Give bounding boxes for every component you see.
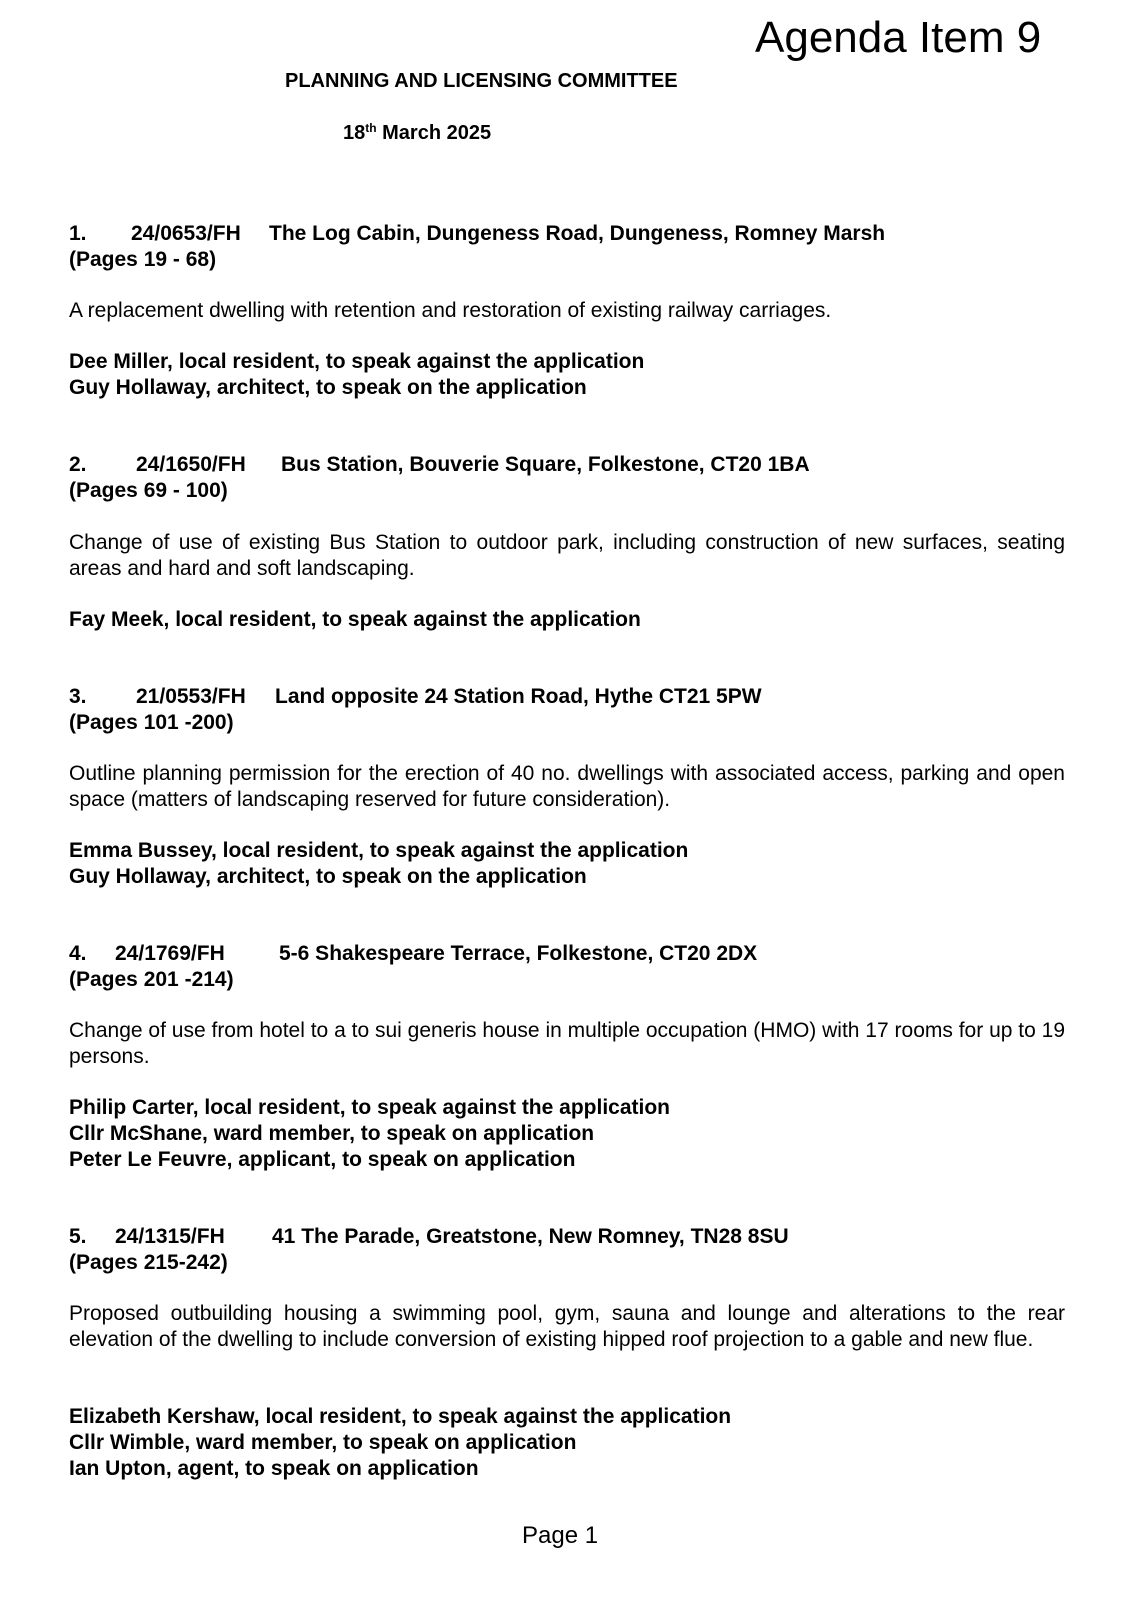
item-number: 1. [69, 222, 87, 245]
speaker: Cllr McShane, ward member, to speak on application [69, 1122, 595, 1145]
item-4-speakers [69, 1095, 670, 1173]
item-site: 41 The Parade, Greatstone, New Romney, TN28 8SU [272, 1225, 789, 1248]
item-site: Bus Station, Bouverie Square, Folkestone, CT20 1BA [281, 453, 810, 476]
speaker: Guy Hollaway, architect, to speak on the application [69, 865, 587, 888]
item-3-speakers [69, 838, 688, 890]
item-pages: (Pages 215-242) [69, 1251, 228, 1274]
item-4-description: Change of use from hotel to a to sui generis house in multiple occupation (HMO) with 17 rooms for up to 19 persons. [69, 1019, 1065, 1068]
item-1-speakers [69, 349, 644, 401]
item-5-description: Proposed outbuilding housing a swimming pool, gym, sauna and lounge and alterations to the rear elevation of the dwelling to include conversion of existing hipped roof projection to a gable and new flue. [69, 1302, 1065, 1351]
item-number: 4. [69, 942, 87, 965]
speaker: Cllr Wimble, ward member, to speak on application [69, 1431, 577, 1454]
speaker: Elizabeth Kershaw, local resident, to speak against the application [69, 1405, 732, 1428]
agenda-item-label: Agenda Item 9 [755, 13, 1042, 62]
item-site: 5-6 Shakespeare Terrace, Folkestone, CT20 2DX [279, 942, 758, 965]
item-3-description: Outline planning permission for the erection of 40 no. dwellings with associated access, parking and open space (matters of landscaping reserved for future consideration). [69, 762, 1065, 811]
item-2-speakers [69, 607, 641, 633]
speaker: Guy Hollaway, architect, to speak on the application [69, 376, 587, 399]
item-2-heading [69, 452, 810, 504]
item-4-heading [69, 941, 757, 993]
item-site: The Log Cabin, Dungeness Road, Dungeness, Romney Marsh [269, 222, 886, 245]
item-3-heading [69, 684, 762, 736]
item-1-description: A replacement dwelling with retention and restoration of existing railway carriages. [69, 299, 832, 322]
speaker: Ian Upton, agent, to speak on application [69, 1457, 479, 1480]
item-5-speakers [69, 1404, 731, 1482]
item-1-heading [69, 221, 885, 273]
speaker: Fay Meek, local resident, to speak against the application [69, 608, 641, 631]
item-pages: (Pages 69 - 100) [69, 479, 228, 502]
item-5-heading [69, 1224, 789, 1276]
item-pages: (Pages 101 -200) [69, 711, 234, 734]
item-site: Land opposite 24 Station Road, Hythe CT21 5PW [275, 685, 762, 708]
item-reference: 24/1650/FH [136, 453, 246, 476]
speaker: Philip Carter, local resident, to speak against the application [69, 1096, 670, 1119]
date-month-year: March 2025 [376, 122, 492, 144]
speaker: Peter Le Feuvre, applicant, to speak on application [69, 1148, 576, 1171]
speaker: Emma Bussey, local resident, to speak against the application [69, 839, 689, 862]
item-number: 3. [69, 685, 87, 708]
committee-title: PLANNING AND LICENSING COMMITTEE [285, 70, 678, 92]
item-2-description: Change of use of existing Bus Station to outdoor park, including construction of new surfaces, seating areas and hard and soft landscaping. [69, 531, 1065, 580]
speaker: Dee Miller, local resident, to speak against the application [69, 350, 645, 373]
item-reference: 24/0653/FH [131, 222, 241, 245]
item-number: 2. [69, 453, 87, 476]
item-reference: 24/1769/FH [115, 942, 225, 965]
item-pages: (Pages 19 - 68) [69, 248, 217, 271]
meeting-date [343, 121, 491, 145]
item-reference: 21/0553/FH [136, 685, 246, 708]
item-number: 5. [69, 1225, 87, 1248]
item-pages: (Pages 201 -214) [69, 968, 234, 991]
page-number: Page 1 [522, 1522, 599, 1549]
date-day: 18 [343, 122, 366, 144]
item-reference: 24/1315/FH [115, 1225, 225, 1248]
date-suffix: th [365, 121, 377, 135]
